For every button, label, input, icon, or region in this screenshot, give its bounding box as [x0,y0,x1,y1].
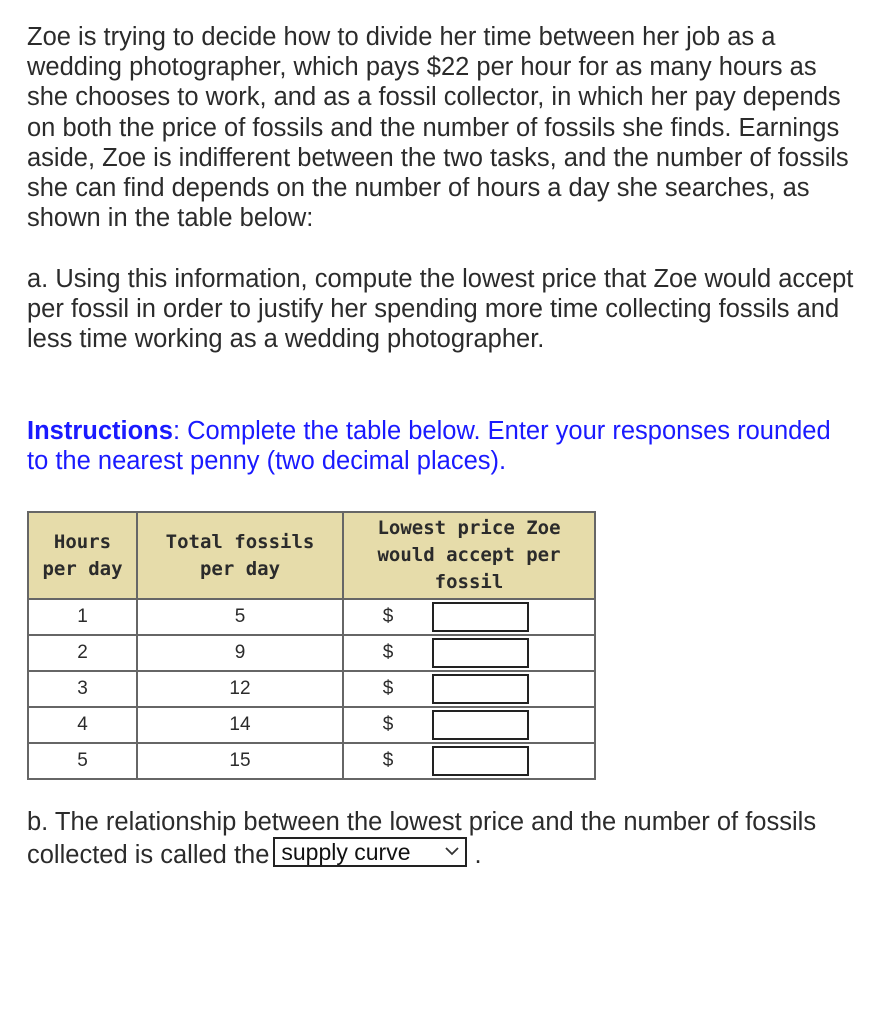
instructions-label: Instructions [27,417,173,445]
table-row [28,671,595,707]
price-input-row-5[interactable] [432,746,529,776]
curve-type-select-value: supply curve [281,839,411,866]
price-cell [343,599,595,635]
curve-type-select[interactable] [273,837,467,867]
part-b-question [27,807,857,870]
header-hours-line2: per day [42,557,123,580]
chevron-down-icon [445,847,459,856]
dollar-sign: $ [382,678,394,699]
price-cell [343,635,595,671]
hours-cell: 2 [28,635,137,671]
header-fossils-line1: Total fossils [165,530,315,553]
table-row [28,599,595,635]
dollar-sign: $ [382,606,394,627]
header-price-line1: Lowest price Zoe [377,517,561,539]
header-lowest-price [343,512,595,599]
hours-cell: 4 [28,707,137,743]
table-header-row [28,512,595,599]
table-row [28,635,595,671]
price-cell [343,707,595,743]
price-cell [343,743,595,779]
fossils-cell: 12 [137,671,343,707]
fossils-cell: 15 [137,743,343,779]
header-total-fossils [137,512,343,599]
price-input-row-4[interactable] [432,710,529,740]
fossils-cell: 5 [137,599,343,635]
fossils-cell: 9 [137,635,343,671]
fossils-cell: 14 [137,707,343,743]
price-input-row-3[interactable] [432,674,529,704]
dollar-sign: $ [382,642,394,663]
instructions [27,416,857,476]
part-b-text: b. The relationship between the lowest price and the number of fossils collected is called the [27,808,817,870]
table-row [28,707,595,743]
table-row [28,743,595,779]
price-input-row-1[interactable] [432,602,529,632]
price-cell [343,671,595,707]
dollar-sign: $ [382,750,394,771]
header-fossils-line2: per day [199,557,281,580]
instructions-text: : Complete the table below. Enter your responses rounded to the nearest penny (two decimal places). [27,417,831,476]
hours-cell: 3 [28,671,137,707]
intro-paragraph: Zoe is trying to decide how to divide her time between her job as a wedding photographer, which pays $22 per hour for as many hours as she chooses to work, and as a fossil collector, in which her pay depends on both the price of fossils and the number of fossils she finds. Earnings aside, Zoe is indifferent between the two tasks, and the number of fossils she can find depends on the number of hours a day she searches, as shown in the table below: [27,23,849,233]
header-price-line3: fossil [434,571,504,593]
price-input-row-2[interactable] [432,638,529,668]
header-hours-per-day [28,512,137,599]
dollar-sign: $ [382,714,394,735]
hours-cell: 1 [28,599,137,635]
part-b-period: . [474,841,482,870]
hours-cell: 5 [28,743,137,779]
header-hours-line1: Hours [53,530,112,553]
header-price-line2: would accept per [377,544,561,566]
fossil-price-table [27,511,596,780]
part-a-question: a. Using this information, compute the lowest price that Zoe would accept per fossil in order to justify her spending more time collecting fossils and less time working as a wedding photographer. [27,265,854,354]
